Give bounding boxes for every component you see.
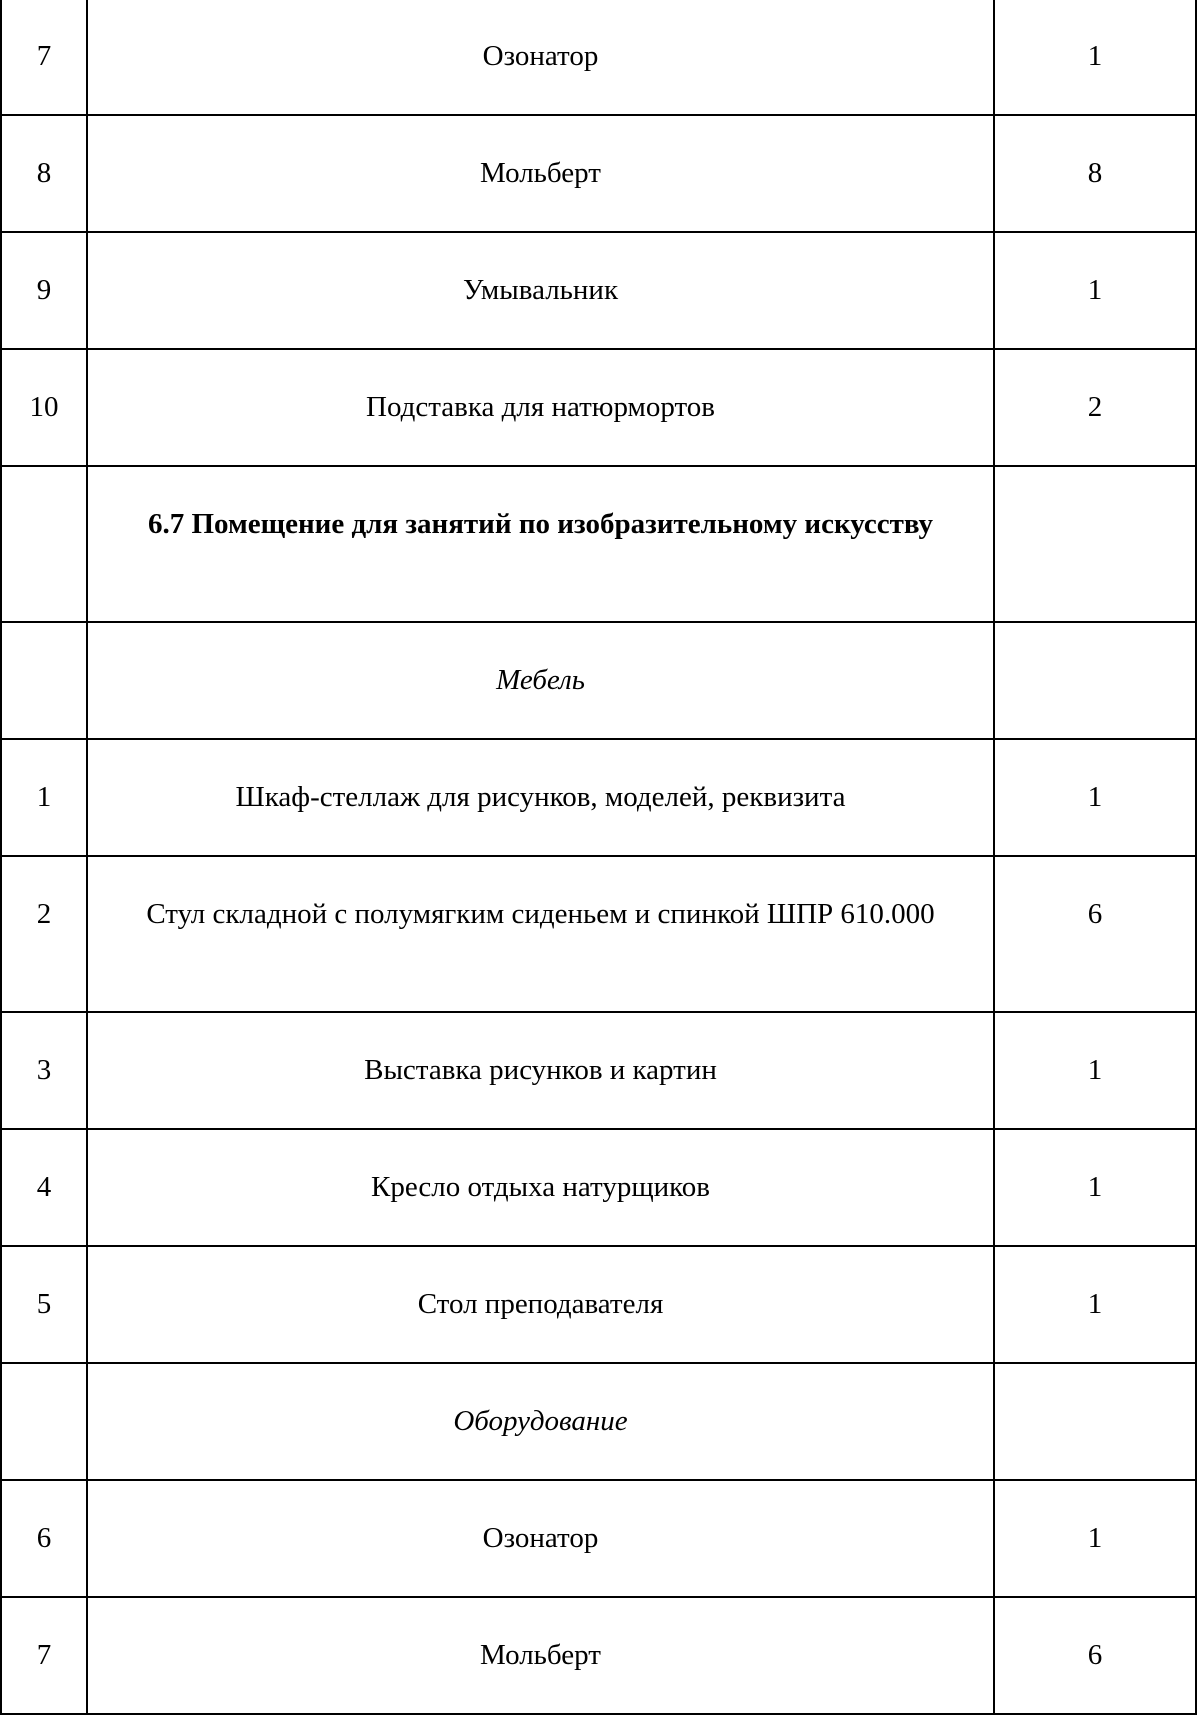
row-number-cell: [1, 1363, 87, 1480]
item-name-cell: Подставка для натюрмортов: [87, 349, 994, 466]
subsection-heading-cell: Мебель: [87, 622, 994, 739]
item-name-cell: Стул складной с полумягким сиденьем и спинкой ШПР 610.000: [87, 856, 994, 1012]
row-number-cell: 3: [1, 1012, 87, 1129]
row-number-cell: 8: [1, 115, 87, 232]
row-number-cell: 5: [1, 1246, 87, 1363]
table-row: [1, 466, 1196, 622]
table-row: [1, 1363, 1196, 1480]
table-row: [1, 115, 1196, 232]
table-row: [1, 1480, 1196, 1597]
quantity-cell: [994, 1363, 1196, 1480]
item-name-cell: Умывальник: [87, 232, 994, 349]
quantity-cell: 1: [994, 1129, 1196, 1246]
table-row: [1, 232, 1196, 349]
row-number-cell: 2: [1, 856, 87, 1012]
table-row: [1, 349, 1196, 466]
row-number-cell: 7: [1, 1597, 87, 1714]
quantity-cell: 8: [994, 115, 1196, 232]
table-row: [1, 1597, 1196, 1714]
table-row: [1, 739, 1196, 856]
quantity-cell: [994, 466, 1196, 622]
table-row: [1, 0, 1196, 115]
table-row: [1, 1012, 1196, 1129]
quantity-cell: 6: [994, 1597, 1196, 1714]
row-number-cell: 9: [1, 232, 87, 349]
item-name-cell: Кресло отдыха натурщиков: [87, 1129, 994, 1246]
item-name-cell: Мольберт: [87, 1597, 994, 1714]
row-number-cell: [1, 622, 87, 739]
table-row: [1, 1246, 1196, 1363]
quantity-cell: 1: [994, 1012, 1196, 1129]
row-number-cell: 6: [1, 1480, 87, 1597]
quantity-cell: 1: [994, 739, 1196, 856]
table-row: [1, 622, 1196, 739]
table-row: [1, 1129, 1196, 1246]
row-number-cell: 10: [1, 349, 87, 466]
row-number-cell: [1, 466, 87, 622]
quantity-cell: 2: [994, 349, 1196, 466]
item-name-cell: Озонатор: [87, 1480, 994, 1597]
quantity-cell: 1: [994, 1246, 1196, 1363]
row-number-cell: 4: [1, 1129, 87, 1246]
item-name-cell: Стол преподавателя: [87, 1246, 994, 1363]
quantity-cell: 6: [994, 856, 1196, 1012]
item-name-cell: Мольберт: [87, 115, 994, 232]
item-name-cell: Озонатор: [87, 0, 994, 115]
section-heading-cell: 6.7 Помещение для занятий по изобразительному искусству: [87, 466, 994, 622]
subsection-heading-cell: Оборудование: [87, 1363, 994, 1480]
quantity-cell: 1: [994, 232, 1196, 349]
quantity-cell: 1: [994, 0, 1196, 115]
item-name-cell: Шкаф-стеллаж для рисунков, моделей, реквизита: [87, 739, 994, 856]
table-body: [1, 0, 1196, 1714]
table-row: [1, 856, 1196, 1012]
row-number-cell: 1: [1, 739, 87, 856]
quantity-cell: [994, 622, 1196, 739]
item-name-cell: Выставка рисунков и картин: [87, 1012, 994, 1129]
row-number-cell: 7: [1, 0, 87, 115]
quantity-cell: 1: [994, 1480, 1196, 1597]
